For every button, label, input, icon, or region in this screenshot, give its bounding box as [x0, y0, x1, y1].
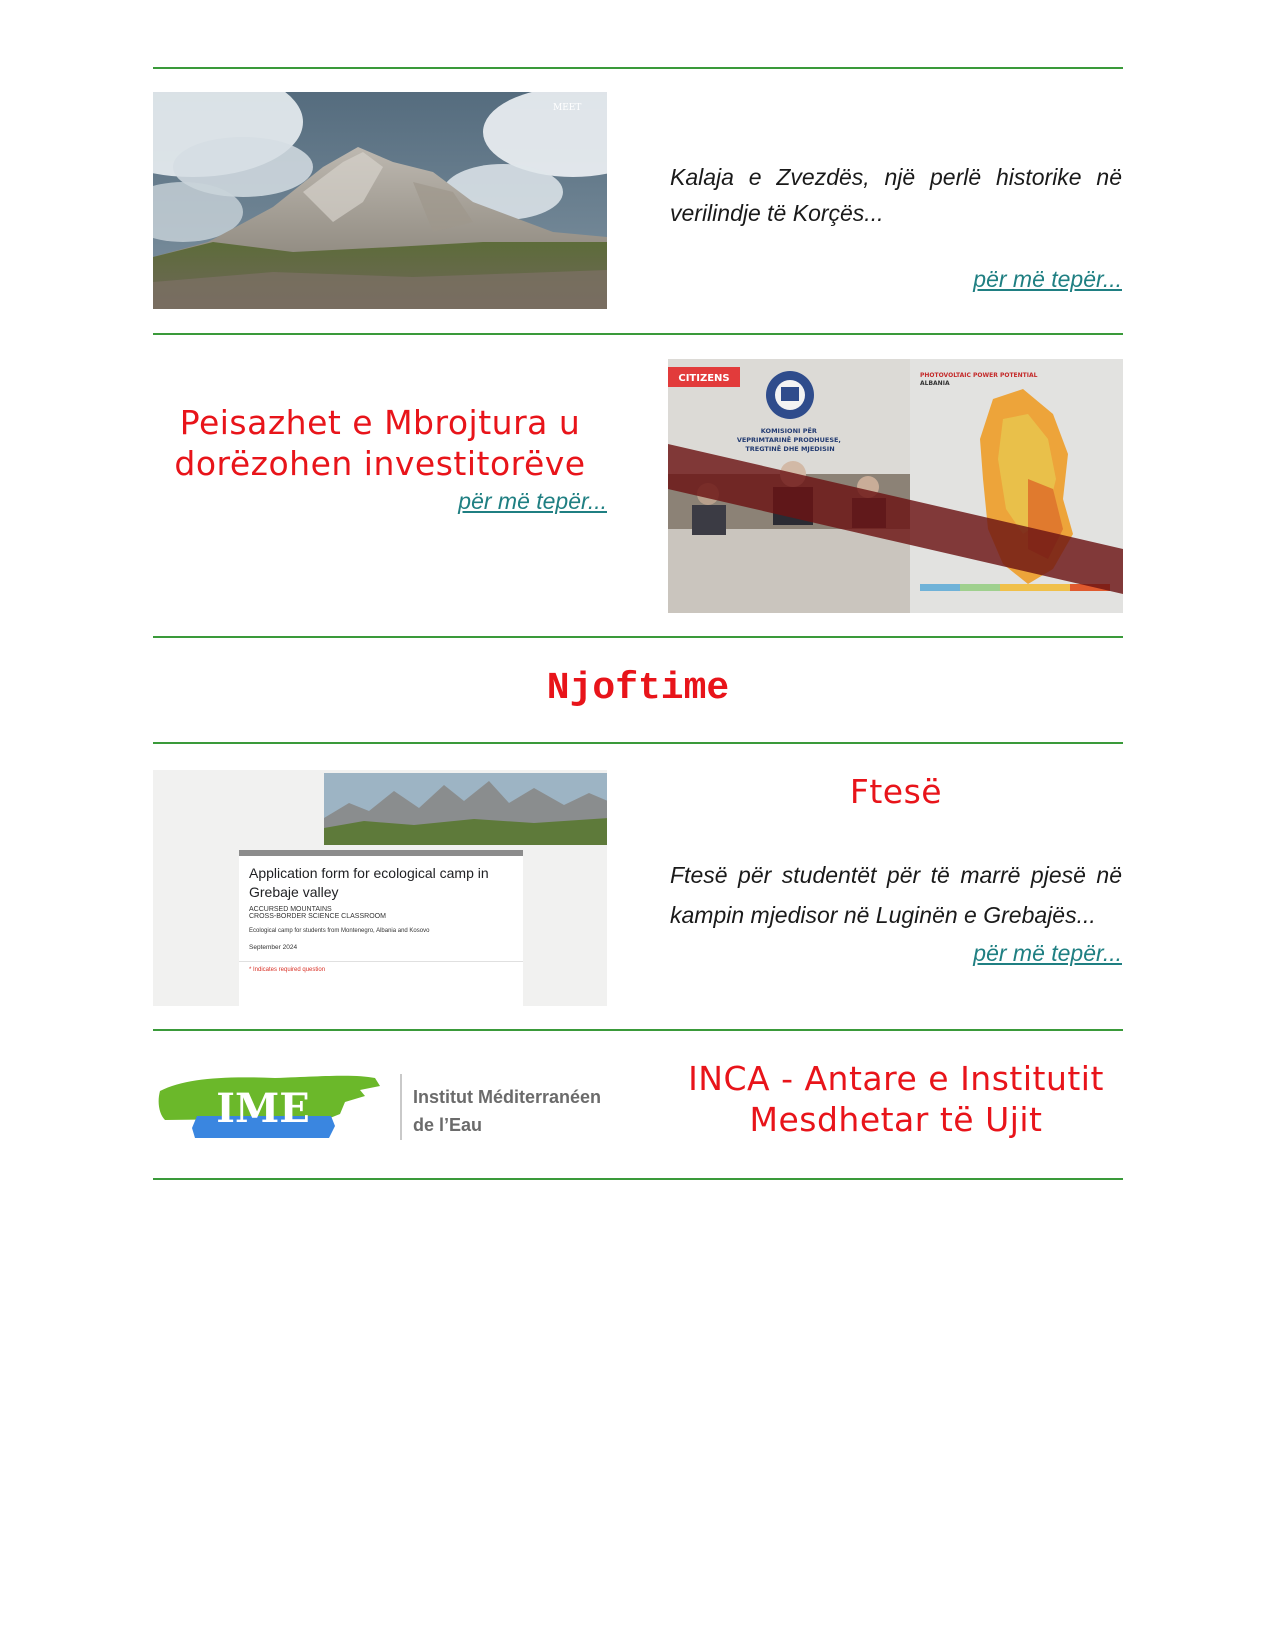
article-excerpt: Kalaja e Zvezdës, një perlë historike në verilindje të Korçës... [670, 164, 1122, 226]
form-description: Ecological camp for students from Montenegro, Albania and Kosovo [249, 928, 430, 934]
ime-logo[interactable] [155, 1066, 605, 1148]
commission-banner: KOMISIONI PËR VEPRIMTARINË PRODHUESE, TREGTINË DHE MJEDISIN [736, 427, 841, 453]
ime-name [413, 1083, 601, 1139]
ime-abbr: IME [216, 1085, 310, 1132]
form-date: September 2024 [249, 944, 298, 951]
form-required-note: * Indicates required question [239, 961, 523, 973]
ime-name-line2: de l’Eau [413, 1115, 483, 1135]
article-title[interactable]: Peisazhet e Mbrojtura u dorëzohen investitorëve [174, 403, 586, 483]
mountain-photo [153, 92, 607, 309]
read-more-link[interactable]: për më tepër... [973, 266, 1122, 292]
invitation-excerpt: Ftesë për studentët për të marrë pjesë në kampin mjedisor në Luginën e Grebajës... [670, 862, 1122, 928]
read-more-link[interactable]: për më tepër... [458, 488, 607, 514]
map-subtitle: ALBANIA [920, 380, 950, 387]
commission-collage [668, 359, 1123, 613]
article-image-commission[interactable] [668, 359, 1123, 613]
divider [153, 67, 1123, 69]
ime-name-line1: Institut Méditerranéen [413, 1087, 602, 1107]
invitation-title[interactable]: Ftesë [849, 772, 943, 811]
read-more-link[interactable]: për më tepër... [973, 940, 1122, 966]
form-header-photo [239, 773, 607, 845]
divider [153, 333, 1123, 335]
section-heading: Njoftime [546, 667, 730, 710]
article-image-mountain[interactable] [153, 92, 607, 309]
divider [153, 1178, 1123, 1180]
form-org: ACCURSED MOUNTAINS [249, 906, 332, 913]
inca-title[interactable]: INCA - Antare e Institutit Mesdhetar të Ujit [688, 1059, 1104, 1139]
divider [153, 1029, 1123, 1031]
divider [153, 742, 1123, 744]
photo-watermark: MEET [553, 103, 582, 113]
form-org: CROSS-BORDER SCIENCE CLASSROOM [249, 913, 386, 920]
invitation-form-image[interactable] [153, 770, 607, 1006]
form-title: Application form for ecological camp in Grebaje valley [249, 865, 489, 900]
map-title: PHOTOVOLTAIC POWER POTENTIAL [920, 372, 1038, 379]
citizens-brand: CITIZENS [678, 373, 730, 384]
form-card [239, 850, 523, 1006]
divider [153, 636, 1123, 638]
